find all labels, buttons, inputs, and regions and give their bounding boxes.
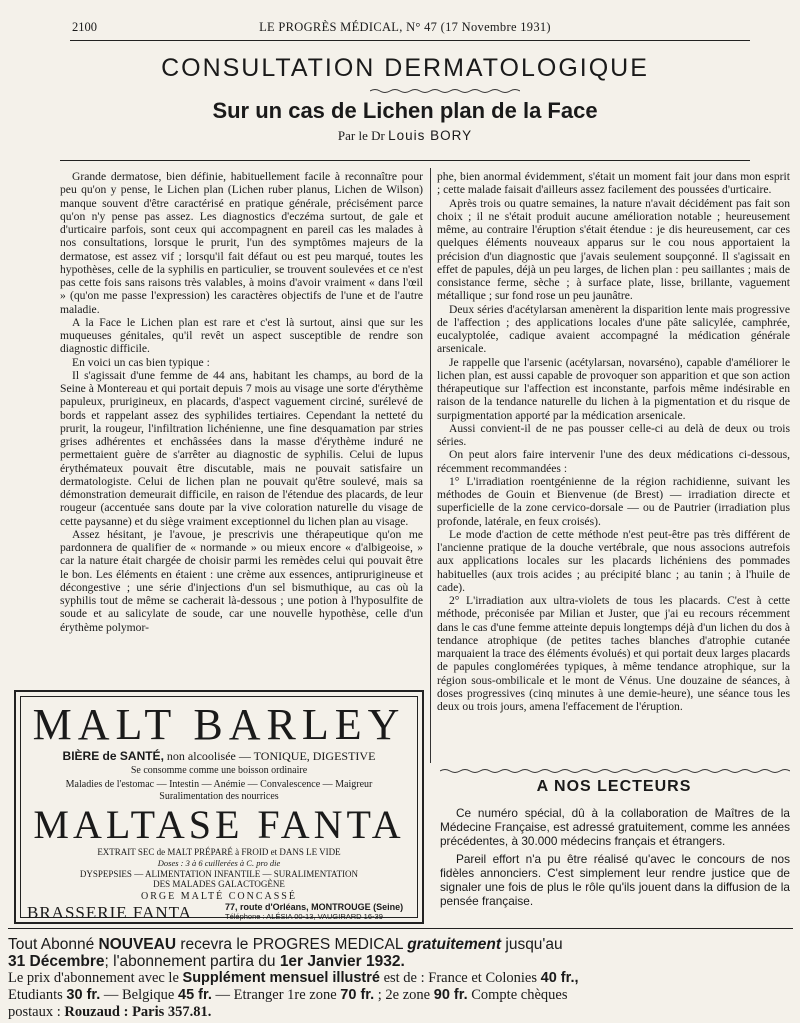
notice-ornament (440, 768, 790, 774)
paragraph: phe, bien anormal évidemment, s'était un moment fait jour dans mon esprit ; cette malade faisait d'ailleurs assez facilement des poussées d'urticaire. (437, 170, 790, 197)
subs-line-4: Etudiants 30 fr. — Belgique 45 fr. — Etranger 1re zone 70 fr. ; 2e zone 90 fr. Compte chèques (8, 987, 568, 1003)
journal-title: LE PROGRÈS MÉDICAL, N° 47 (17 Novembre 1931) (259, 20, 551, 34)
left-column (60, 170, 423, 634)
paragraph: Assez hésitant, je l'avoue, je prescrivis une thérapeutique qu'on me pardonnera de qualifier de « normande » ou mieux encore « d'albigeoise, » car la nature était chargée de choisir parmi les remèdes celui qui pouvait être le bon. Les éléments en étaient : une crème aux essences, antiprurigineuse et décongestive ; une série d'injections d'un sel bismuthique, au cas où la syphilis tout de même se cacherait là-dessous ; une potion à l'hyposulfite de soude et au salicylate de soude, car une nouvelle hypothèse, celle d'un érythème polymor- (60, 527, 423, 634)
article-title: Sur un cas de Lichen plan de la Face (212, 98, 598, 123)
subs-line-3: Le prix d'abonnement avec le Supplément mensuel illustré est de : France et Colonies 40 fr., (8, 970, 579, 986)
subs-line-1: Tout Abonné NOUVEAU recevra le PROGRES MEDICAL gratuitement jusqu'au (8, 936, 563, 953)
footer-rule (8, 928, 793, 929)
ad-phone: Téléphone : ALÉSIA 00-13, VAUGIRARD 16-39 (225, 912, 383, 921)
ad-brand-malt-barley: MALT BARLEY (32, 700, 406, 749)
paragraph: En voici un cas bien typique : (72, 355, 210, 369)
advertisement-inner (20, 696, 418, 922)
paragraph: Je rappelle que l'arsenic (acétylarsan, novarséno), capable d'améliorer le lichen plan, est aussi capable de provoquer son apparition et que son action thérapeutique sur l'affection est inconstante, parfois même indésirable en raison de la tendance naturelle du lichen à la pigmentation et du risque de surpigmentation apporté par la médication arsenicale. (437, 355, 790, 422)
subscription-notice (8, 936, 793, 1021)
notice-paragraph: Pareil effort n'a pu être réalisé qu'avec le concours de nos fidèles annonciers. C'est simplement leur rendre justice que de signaler une fois de plus le rôle qu'ils jouent dans la diffusion de la pensée française. (440, 852, 790, 908)
ad-uses-2: DES MALADES GALACTOGÈNE (153, 879, 285, 889)
ad-orge: ORGE MALTÉ CONCASSÉ (141, 891, 297, 902)
ad-brand-maltase-fanta: MALTASE FANTA (33, 802, 405, 847)
header-rule (70, 40, 750, 41)
ad-tagline: BIÈRE de SANTÉ, non alcoolisée — TONIQUE, DIGESTIVE (62, 749, 376, 763)
ad-address: 77, route d'Orléans, MONTROUGE (Seine) (225, 902, 404, 912)
byline-prefix: Par le Dr (337, 128, 385, 143)
ornament-wave (370, 88, 520, 94)
advertisement-box (14, 690, 424, 924)
ad-doses: Doses : 3 à 6 cuillerées à C. pro die (157, 858, 281, 868)
page-number: 2100 (72, 20, 97, 34)
section-title: CONSULTATION DERMATOLOGIQUE (161, 54, 649, 82)
paragraph: 1° L'irradiation roentgénienne de la région rachidienne, suivant les méthodes de Gouin et Bienvenue (de Brest) — irradiation directe et superficielle de la zone cervico-dorsale — ou de Pautrier (irradiation plus profonde, latérale, en feux croisés). (437, 474, 790, 528)
title-rule (60, 160, 750, 161)
right-column (437, 170, 790, 713)
ad-indications: Maladies de l'estomac — Intestin — Anémie — Convalescence — Maigreur (65, 779, 373, 790)
paragraph: Aussi convient-il de ne pas pousser celle-ci au delà de deux ou trois séries. (437, 421, 790, 448)
paragraph: A la Face le Lichen plan est rare et c'est là surtout, ainsi que sur les muqueuses génitales, qu'il revêt un aspect susceptible de rendre son diagnostic difficile. (60, 315, 423, 356)
paragraph: Le mode d'action de cette méthode n'est peut-être pas très différent de l'ancienne pratique de la douche vertébrale, que nous associons autrefois aux applications locales sur les placards lichéniens des pommades habituelles (aux trois acides ; au précipité blanc ; au tanin ; à l'huile de cade). (437, 527, 790, 594)
notice-body (440, 806, 790, 912)
subs-line-2: 31 Décembre; l'abonnement partira du 1er Janvier 1932. (8, 953, 405, 970)
ad-indications-2: Suralimentation des nourrices (159, 791, 279, 802)
ad-brewery: BRASSERIE FANTA (27, 903, 192, 922)
column-divider (430, 168, 431, 763)
notice-paragraph: Ce numéro spécial, dû à la collaboration de Maîtres de la Médecine Française, est adressé gratuitement, comme les années précédentes, à 30.000 médecins français et étrangers. (440, 806, 790, 848)
subs-line-5: postaux : Rouzaud : Paris 357.81. (8, 1004, 212, 1020)
paragraph: Grande dermatose, bien définie, habituellement facile à reconnaître pour peu qu'on y pense, le Lichen plan (Lichen ruber planus, Lichen de Wilson) manque souvent d'être caractérisé en pratique générale, précisément parce qu'on n'y pense pas assez. Les diagnostics d'eczéma surtout, de gale et d'urticaire parfois, sont ceux qui accompagnent en pareil cas les malades à nos consultations, lorsque le prurit, l'un des symptômes majeurs de la dermatose, est assez vif ; lorsqu'il fait défaut ou est peu marqué, toutes les hypothèses, celle de la syphilis en particulier, se trouvent soulevées et ce n'est pas cette fois sans raisons très valables, à moins d'avoir vraiment « dans l'œil » (qu'on me passe l'expression) les caractères objectifs de l'une et de l'autre maladie. (60, 170, 423, 316)
ad-consumption: Se consomme comme une boisson ordinaire (130, 765, 308, 776)
paragraph: 2° L'irradiation aux ultra-violets de tous les placards. C'est à cette méthode, préconisée par Milian et Juster, que j'ai eu recours récemment dans le cas d'une femme atteinte depuis longtemps déjà d'un lichen du dos à tendance atrophique (de petites taches blanches d'atrophie cutanée marquaient la trace des éléments évolués) et qui portait deux larges placards de papules conglomérées typiques, à même tendance atrophique, sur la région sous-ombilicale et le mont de Vénus. Une douzaine de séances, à doses progressives (cinq minutes à une demie-heure), une séance tous les deux ou trois jours, amena l'effacement de l'éruption. (437, 594, 790, 713)
author-name: Louis BORY (388, 128, 473, 143)
notice-title: A NOS LECTEURS (536, 778, 692, 795)
paragraph: Deux séries d'acétylarsan amenèrent la disparition lente mais progressive de l'affection ; des applications locales d'une pâte salicylée, camphrée, eucalyptolée, cadique avaient accompagné la médication générale arsenicale. (437, 302, 790, 356)
paragraph: Il s'agissait d'une femme de 44 ans, habitant les champs, au bord de la Seine à Montereau et qui portait depuis 7 mois au visage une sorte d'érythème papuleux, prurigineux, en placards, d'aspect vaguement circiné, surélevé de bords et rappelant assez des syphilides tertiaires. Cependant la netteté du prurit, la rougeur, l'infiltration lichénienne, une fine desquamation par stries grises adhérentes et enchâssées dans la masse d'érythème induré ne permettaient guère de s'arrêter au diagnostic de syphilis. Celui de lupus érythémateux pouvait être discutable, mais ne pouvait satisfaire un dermatologiste. Celui de lichen plan ne pouvait qu'être soulevé, mais sa démonstration demeurait difficile, en raison de l'étendue des placards, de leur rougeur (accentuée sans doute par la vive coloration naturelle du visage de cette paysanne) et du siège vraiment exceptionnel du lichen plan au visage. (60, 368, 423, 528)
byline (60, 128, 750, 144)
paragraph: Après trois ou quatre semaines, la nature n'avait décidément pas fait son choix ; il ne s'était produit aucune amélioration notable ; heureusement même, au contraire l'éruption s'était étendue : je dis heureusement, car ces quelques éléments nouveaux apparus sur le cou nous apportaient la précision d'un diagnostic que j'avais seulement soupçonné. Il s'agissait en effet de papules, déjà un peu larges, de lichen plan : peu saillantes ; mais de consistance ferme, sèche ; à surface plate, lisse, brillante, vaguement métallique ; sur fond rose un peu jaunâtre. (437, 196, 790, 303)
ad-uses: DYSPEPSIES — ALIMENTATION INFANTILE — SURALIMENTATION (79, 869, 359, 879)
ad-extract: EXTRAIT SEC de MALT PRÉPARÉ à FROID et DANS LE VIDE (97, 847, 341, 857)
paragraph: On peut alors faire intervenir l'une des deux médications ci-dessous, récemment recommandées : (437, 448, 790, 475)
